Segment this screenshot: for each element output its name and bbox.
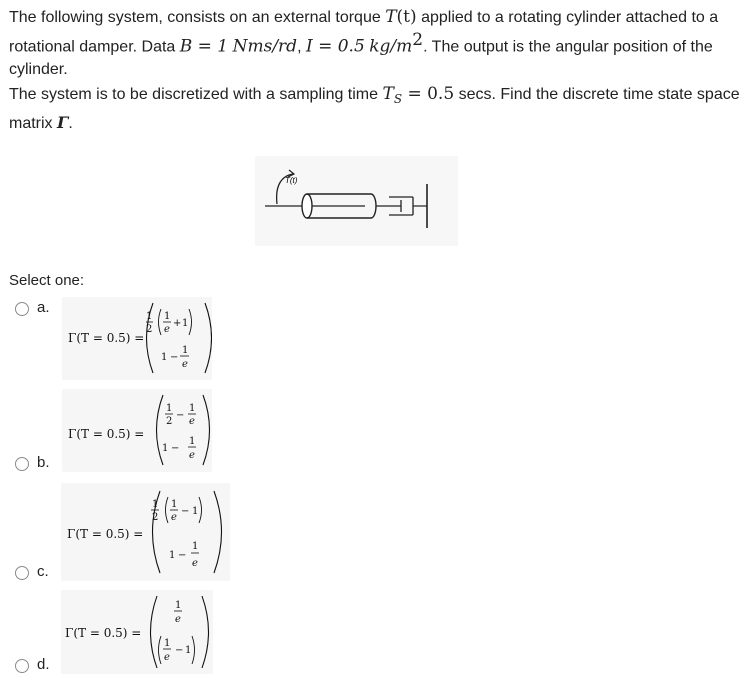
- svg-text:+: +: [173, 318, 182, 329]
- torque-symbol: T: [385, 7, 397, 27]
- svg-text:e: e: [189, 416, 195, 427]
- svg-text:1: 1: [166, 403, 173, 414]
- sampling-time-symbol: T: [382, 84, 394, 104]
- option-a-matrix: [62, 297, 212, 380]
- svg-text:e: e: [189, 450, 195, 461]
- gamma-label: Γ(T = 0.5) =: [68, 427, 145, 441]
- gamma-label: Γ(T = 0.5) =: [68, 331, 145, 345]
- system-diagram: [255, 156, 458, 246]
- svg-text:1: 1: [171, 499, 178, 510]
- svg-text:1: 1: [192, 506, 199, 517]
- torque-label: T(t): [285, 176, 298, 185]
- svg-text:1: 1: [189, 436, 196, 447]
- svg-text:1: 1: [182, 345, 189, 356]
- option-d-radio[interactable]: [15, 659, 29, 673]
- svg-text:−: −: [178, 550, 187, 561]
- svg-text:e: e: [164, 652, 170, 663]
- option-a-formula[interactable]: [62, 297, 212, 380]
- option-c-letter[interactable]: c.: [37, 563, 49, 580]
- gamma-label: Γ(T = 0.5) =: [67, 527, 144, 541]
- gamma-symbol: Γ: [57, 113, 69, 133]
- svg-text:e: e: [171, 512, 177, 523]
- svg-text:−: −: [170, 352, 179, 363]
- question-paragraph-2: The system is to be discretized with a sampling time $T_S = 0.5$ secs. Find the discrete time state space matrix Γ.: [9, 84, 740, 133]
- option-c-matrix: [61, 483, 230, 581]
- cylinder-damper-drawing: [255, 156, 458, 246]
- damping-value: B = 1: [179, 36, 229, 57]
- svg-text:e: e: [175, 614, 181, 625]
- svg-text:2: 2: [146, 324, 153, 335]
- svg-text:−: −: [181, 506, 190, 517]
- option-d-formula[interactable]: [61, 590, 213, 674]
- option-a-letter[interactable]: a.: [37, 299, 50, 316]
- svg-text:1: 1: [192, 541, 199, 552]
- svg-text:e: e: [182, 359, 188, 370]
- svg-text:1: 1: [164, 311, 171, 322]
- option-c-formula[interactable]: [61, 483, 230, 581]
- option-b-letter[interactable]: b.: [37, 454, 50, 471]
- svg-text:1: 1: [189, 403, 196, 414]
- svg-text:−: −: [171, 443, 180, 454]
- svg-text:1: 1: [162, 443, 169, 454]
- option-d-letter[interactable]: d.: [37, 656, 50, 673]
- svg-text:1: 1: [164, 638, 171, 649]
- svg-text:1: 1: [182, 318, 189, 329]
- svg-text:2: 2: [152, 512, 159, 523]
- svg-text:1: 1: [152, 499, 159, 510]
- option-a-radio[interactable]: [15, 302, 29, 316]
- option-b-matrix: [62, 389, 212, 472]
- option-b-formula[interactable]: [62, 389, 212, 472]
- select-one-label: Select one:: [9, 272, 85, 289]
- svg-text:1: 1: [169, 550, 176, 561]
- svg-text:1: 1: [185, 645, 192, 656]
- option-c-radio[interactable]: [15, 566, 29, 580]
- svg-text:2: 2: [166, 416, 173, 427]
- svg-text:1: 1: [175, 600, 182, 611]
- inertia-value: I = 0.5: [305, 36, 365, 57]
- gamma-label: Γ(T = 0.5) =: [65, 626, 142, 640]
- svg-text:−: −: [176, 410, 185, 421]
- svg-text:1: 1: [161, 352, 168, 363]
- svg-text:e: e: [164, 324, 170, 335]
- frac-half: 1: [146, 311, 153, 322]
- svg-text:−: −: [175, 645, 184, 656]
- option-b-radio[interactable]: [15, 457, 29, 471]
- option-d-matrix: [61, 590, 213, 674]
- question-paragraph-1: The following system, consists on an external torque T(t) applied to a rotating cylinder attached to a rotational damper. Data B = 1 Nms/rd, I = 0.5 $kg/m^2$. The output is the angular position of the cylinder.: [9, 7, 719, 79]
- svg-text:e: e: [192, 558, 198, 569]
